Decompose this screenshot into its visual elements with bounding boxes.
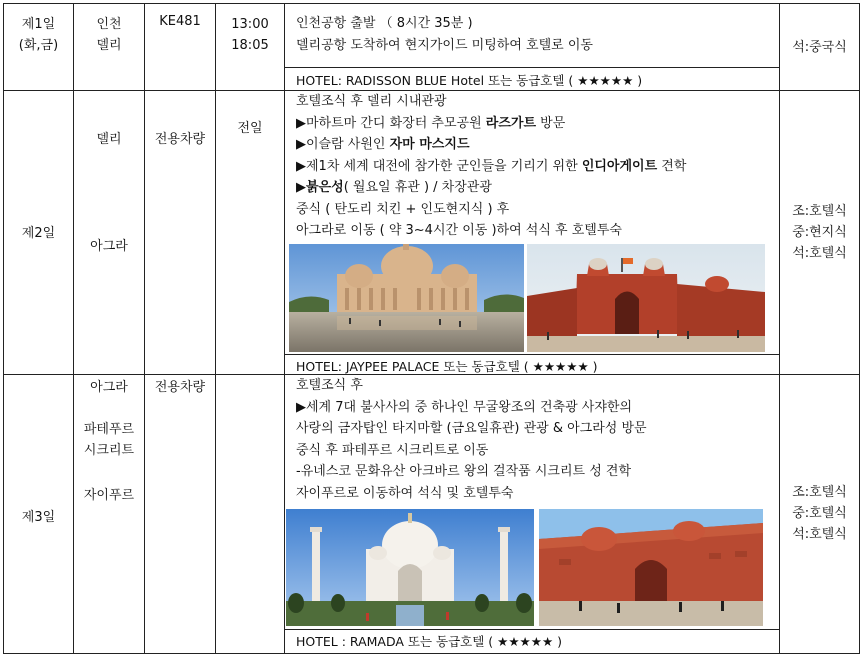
schedule-line: 호텔조식 후 델리 시내관광: [296, 94, 447, 109]
red-fort-photo: [527, 244, 765, 352]
schedule-line: 사랑의 금자탑인 타지마할 (금요일휴관) 관광 & 아그라성 방문: [296, 421, 647, 436]
day1-schedule: [296, 13, 776, 56]
schedule-line: ▶세계 7대 불사사의 중 하나인 무굴왕조의 건축광 사쟈한의: [296, 399, 633, 415]
place: 아그라: [90, 380, 128, 395]
schedule-line: 호텔조식 후: [296, 378, 363, 393]
place: 시크리트: [83, 443, 135, 458]
weekday: (화,금): [18, 38, 59, 53]
dinner: 석:호텔식: [792, 527, 847, 542]
day3-meals: [780, 482, 859, 545]
breakfast: 조:호텔식: [792, 204, 847, 219]
schedule-line: ▶제1차 세계 대전에 참가한 군인들을 기리기 위한 인디아게이트 견학: [296, 158, 687, 174]
schedule-line: ▶이슬람 사원인 자마 마스지드: [296, 137, 470, 152]
day3-label: 제3일: [21, 510, 56, 525]
place: 델리: [96, 38, 122, 53]
dinner: 석:호텔식: [792, 246, 847, 261]
lunch: 중:호텔식: [792, 506, 847, 521]
schedule-line: 중식 후 파테푸르 시크리트로 이동: [296, 442, 489, 458]
temple-photo: [289, 244, 524, 352]
day2-schedule: [296, 91, 776, 242]
day1-hotel: HOTEL: RADISSON BLUE Hotel 또는 동급호텔 ( ★★★★★ ): [296, 73, 643, 88]
place: 인천: [96, 17, 122, 32]
day2-meals: [780, 201, 859, 264]
duration: 전일: [237, 121, 263, 136]
day3-hotel: HOTEL : RAMADA 또는 동급호텔 ( ★★★★★ ): [296, 634, 563, 649]
flight-number: KE481: [159, 14, 201, 29]
day1-places: [74, 14, 144, 56]
schedule-line: ▶마하트마 간디 화장터 추모공원 라즈가트 방문: [296, 115, 566, 131]
flight-times: [216, 14, 284, 56]
place: 자이푸르: [83, 488, 135, 503]
arrival-time: 18:05: [231, 38, 269, 53]
day-number: 제1일: [21, 17, 56, 32]
departure-time: 13:00: [231, 17, 269, 32]
day3-places: [74, 419, 144, 461]
schedule-line: 아그라로 이동 ( 약 3~4시간 이동 )하여 석식 후 호텔투숙: [296, 223, 622, 238]
place: 파테푸르: [83, 422, 135, 437]
agra-fort-photo: [539, 509, 763, 626]
lunch: 중:현지식: [792, 225, 847, 240]
schedule-line: 중식 ( 탄도리 치킨 + 인도현지식 ) 후: [296, 201, 510, 217]
taj-mahal-photo: [286, 509, 534, 626]
day1-label: [4, 14, 73, 56]
day2-label: 제2일: [21, 226, 56, 241]
day2-hotel: HOTEL: JAYPEE PALACE 또는 동급호텔 ( ★★★★★ ): [296, 359, 598, 374]
schedule-line: 자이푸르로 이동하여 석식 및 호텔투숙: [296, 485, 514, 501]
transport: 전용차량: [154, 380, 206, 395]
place: 델리: [96, 132, 122, 147]
schedule-line: 인천공항 출발 （ 8시간 35분 ): [296, 16, 473, 31]
breakfast: 조:호텔식: [792, 485, 847, 500]
schedule-line: 델리공항 도착하여 현지가이드 미팅하여 호텔로 이동: [296, 37, 593, 53]
day3-schedule: [296, 375, 776, 504]
day1-meal: 석:중국식: [792, 40, 847, 55]
schedule-line: ▶붉은성( 월요일 휴관 ) / 차장관광: [296, 180, 492, 195]
place: 아그라: [90, 239, 128, 254]
transport: 전용차량: [154, 132, 206, 147]
schedule-line: -유네스코 문화유산 아크바르 왕의 걸작품 시크리트 성 견학: [296, 464, 632, 479]
